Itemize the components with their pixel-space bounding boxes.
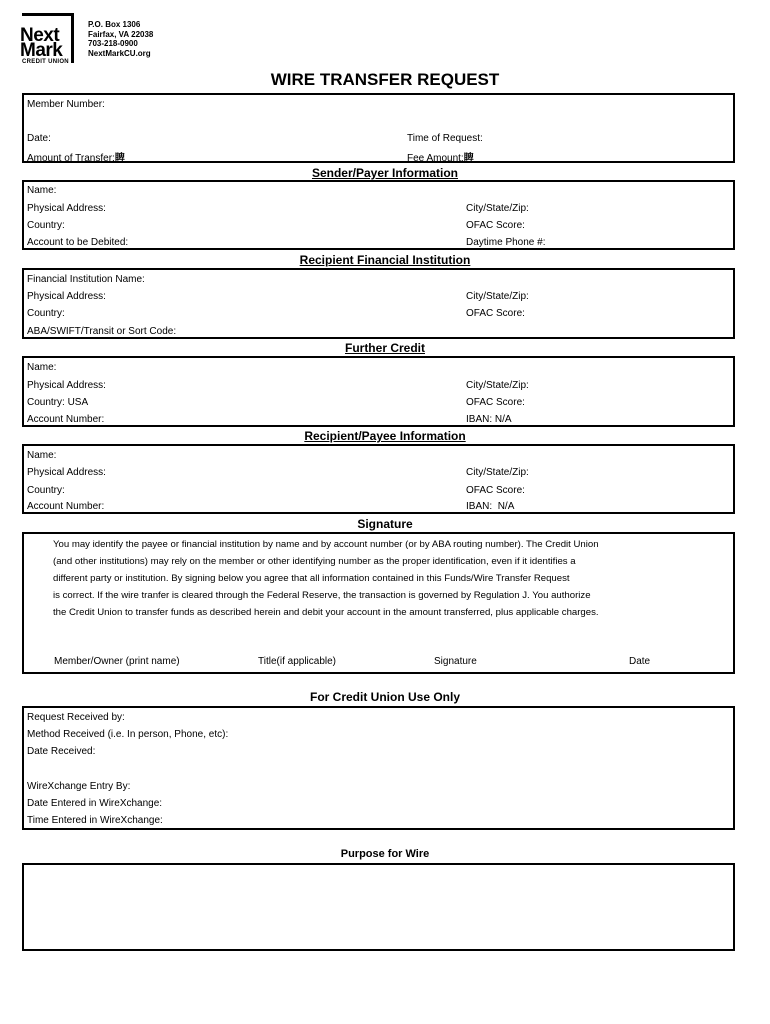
fee-amount-label: Fee Amount: — [407, 153, 464, 164]
payee-iban-value: N/A — [497, 501, 515, 512]
date-entered-field[interactable]: Date Entered in WireXchange: — [27, 798, 163, 809]
page-title: WIRE TRANSFER REQUEST — [270, 70, 500, 89]
fc-country-value: USA — [67, 397, 89, 408]
logo-subtitle: CREDIT UNION — [22, 59, 69, 65]
sender-country-field[interactable]: Country: — [27, 220, 65, 231]
address-line: NextMarkCU.org — [88, 48, 151, 58]
member-number-field[interactable]: Member Number: — [27, 99, 105, 110]
fc-city-field[interactable]: City/State/Zip: — [466, 380, 529, 391]
payee-name-field[interactable]: Name: — [27, 450, 57, 461]
payee-account-field[interactable]: Account Number: — [27, 501, 105, 512]
address-block — [88, 20, 153, 58]
signature-field[interactable]: Signature — [434, 656, 477, 667]
request-box — [22, 93, 735, 163]
member-owner-field[interactable]: Member/Owner (print name) — [54, 656, 180, 667]
amount-of-transfer-field[interactable] — [27, 149, 125, 164]
wirexchange-entry-field[interactable]: WireXchange Entry By: — [27, 781, 131, 792]
logo-text-mark: Mark — [20, 40, 63, 61]
date-received-field[interactable]: Date Received: — [27, 746, 96, 757]
sender-address-field[interactable]: Physical Address: — [27, 203, 106, 214]
further-credit-box — [22, 356, 735, 427]
fee-amount-field[interactable] — [407, 149, 474, 164]
fc-country-field[interactable] — [27, 397, 88, 408]
fc-ofac-field[interactable]: OFAC Score: — [466, 397, 525, 408]
recipient-fi-heading: Recipient Financial Institution — [299, 253, 471, 267]
daytime-phone-field[interactable]: Daytime Phone #: — [466, 237, 546, 248]
signature-heading: Signature — [357, 517, 413, 531]
time-of-request-field[interactable]: Time of Request: — [407, 133, 483, 144]
authorization-text — [53, 536, 693, 621]
amount-glyph: 睥 — [114, 153, 125, 164]
authorization-line: the Credit Union to transfer funds as described herein and debit your account in the amount transferred, plus applicable charges. — [53, 607, 599, 618]
sender-heading: Sender/Payer Information — [311, 166, 459, 180]
fc-address-field[interactable]: Physical Address: — [27, 380, 106, 391]
account-debited-field[interactable]: Account to be Debited: — [27, 237, 129, 248]
purpose-heading: Purpose for Wire — [340, 848, 430, 860]
address-line: Fairfax, VA 22038 — [88, 29, 154, 39]
fi-ofac-field[interactable]: OFAC Score: — [466, 308, 525, 319]
fi-city-field[interactable]: City/State/Zip: — [466, 291, 529, 302]
authorization-line: You may identify the payee or financial institution by name and by account number (or by ABA routing number). The Credit Union — [53, 539, 599, 550]
payee-city-field[interactable]: City/State/Zip: — [466, 467, 529, 478]
date-field[interactable]: Date: — [27, 133, 51, 144]
amount-of-transfer-label: Amount of Transfer: — [27, 153, 115, 164]
logo-text-next: Next — [20, 25, 60, 46]
fi-address-field[interactable]: Physical Address: — [27, 291, 106, 302]
fc-country-label: Country: — [27, 397, 65, 408]
authorization-line: is correct. If the wire tranfer is cleared through the Federal Reserve, the transaction is governed by Regulation J. You authorize — [53, 590, 591, 601]
sender-city-field[interactable]: City/State/Zip: — [466, 203, 529, 214]
authorization-line: (and other institutions) may rely on the member or other identifying number as the proper identification, even if it identifies a — [53, 556, 576, 567]
method-received-field[interactable]: Method Received (i.e. In person, Phone, etc): — [27, 729, 229, 740]
purpose-textarea[interactable] — [22, 863, 735, 951]
payee-heading: Recipient/Payee Information — [304, 429, 466, 443]
sender-name-field[interactable]: Name: — [27, 185, 57, 196]
fi-name-field[interactable]: Financial Institution Name: — [27, 274, 145, 285]
time-entered-field[interactable]: Time Entered in WireXchange: — [27, 815, 163, 826]
routing-code-field[interactable]: ABA/SWIFT/Transit or Sort Code: — [27, 326, 177, 337]
address-line: P.O. Box 1306 — [88, 20, 141, 29]
authorization-line: different party or institution. By signing below you agree that all information contained in this Funds/Wire Transfer Request — [53, 573, 570, 584]
request-received-by-field[interactable]: Request Received by: — [27, 712, 125, 723]
further-credit-heading: Further Credit — [344, 341, 425, 355]
sender-box — [22, 180, 735, 250]
fee-glyph: 睥 — [463, 153, 474, 164]
payee-country-field[interactable]: Country: — [27, 485, 65, 496]
payee-box — [22, 444, 735, 514]
cu-use-heading: For Credit Union Use Only — [309, 690, 460, 704]
payee-iban-field[interactable] — [466, 501, 514, 512]
fc-name-field[interactable]: Name: — [27, 362, 57, 373]
payee-ofac-field[interactable]: OFAC Score: — [466, 485, 525, 496]
cu-use-box — [22, 706, 735, 830]
address-line: 703-218-0900 — [88, 39, 138, 48]
signature-date-field[interactable]: Date — [629, 656, 651, 667]
title-field[interactable]: Title(if applicable) — [258, 656, 336, 667]
payee-iban-label: IBAN: — [466, 501, 493, 512]
payee-address-field[interactable]: Physical Address: — [27, 467, 106, 478]
fc-account-field[interactable]: Account Number: — [27, 414, 105, 425]
recipient-fi-box — [22, 268, 735, 339]
sender-ofac-field[interactable]: OFAC Score: — [466, 220, 525, 231]
fc-iban-field[interactable]: IBAN: N/A — [466, 414, 512, 425]
fi-country-field[interactable]: Country: — [27, 308, 65, 319]
